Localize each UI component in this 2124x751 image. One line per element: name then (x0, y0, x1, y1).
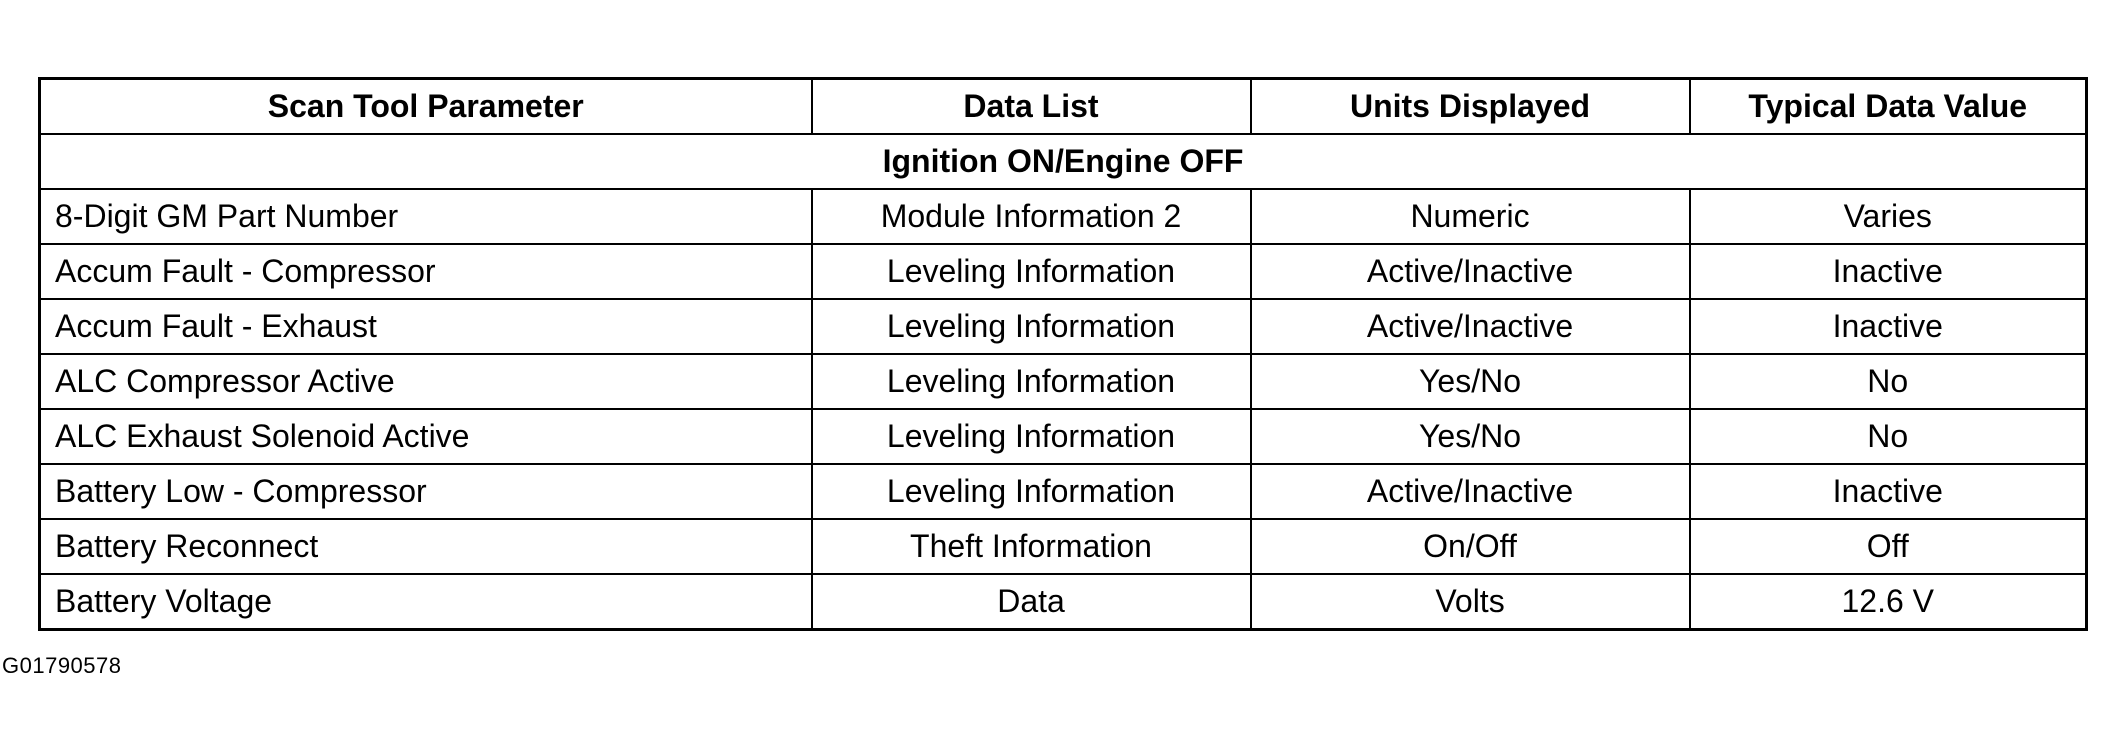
figure-id-label: G01790578 (2, 653, 122, 678)
typical-value-cell: Varies (1690, 189, 2087, 244)
units-cell: Yes/No (1251, 354, 1690, 409)
table-row (40, 244, 2087, 299)
table-header-row (40, 79, 2087, 135)
parameter-cell: Battery Low - Compressor (40, 464, 812, 519)
column-header-typical-data-value: Typical Data Value (1690, 79, 2087, 135)
column-header-units-displayed: Units Displayed (1251, 79, 1690, 135)
parameter-cell: Battery Voltage (40, 574, 812, 630)
data-list-cell: Leveling Information (812, 409, 1251, 464)
table-row (40, 409, 2087, 464)
units-cell: Active/Inactive (1251, 464, 1690, 519)
column-header-scan-tool-parameter: Scan Tool Parameter (40, 79, 812, 135)
table-row (40, 299, 2087, 354)
data-list-cell: Theft Information (812, 519, 1251, 574)
parameter-cell: Battery Reconnect (40, 519, 812, 574)
units-cell: Active/Inactive (1251, 299, 1690, 354)
units-cell: On/Off (1251, 519, 1690, 574)
units-cell: Volts (1251, 574, 1690, 630)
typical-value-cell: Inactive (1690, 244, 2087, 299)
scan-tool-data-table-container (38, 77, 2085, 631)
units-cell: Yes/No (1251, 409, 1690, 464)
table-row (40, 574, 2087, 630)
parameter-cell: Accum Fault - Exhaust (40, 299, 812, 354)
data-list-cell: Module Information 2 (812, 189, 1251, 244)
table-row (40, 519, 2087, 574)
typical-value-cell: Inactive (1690, 299, 2087, 354)
section-row (40, 134, 2087, 189)
data-list-cell: Data (812, 574, 1251, 630)
units-cell: Active/Inactive (1251, 244, 1690, 299)
data-list-cell: Leveling Information (812, 244, 1251, 299)
parameter-cell: ALC Compressor Active (40, 354, 812, 409)
section-label: Ignition ON/Engine OFF (40, 134, 2087, 189)
parameter-cell: ALC Exhaust Solenoid Active (40, 409, 812, 464)
scan-tool-data-table (38, 77, 2088, 631)
typical-value-cell: No (1690, 354, 2087, 409)
data-list-cell: Leveling Information (812, 354, 1251, 409)
parameter-cell: 8-Digit GM Part Number (40, 189, 812, 244)
data-list-cell: Leveling Information (812, 299, 1251, 354)
column-header-data-list: Data List (812, 79, 1251, 135)
table-row (40, 189, 2087, 244)
table-row (40, 464, 2087, 519)
table-row (40, 354, 2087, 409)
typical-value-cell: No (1690, 409, 2087, 464)
parameter-cell: Accum Fault - Compressor (40, 244, 812, 299)
data-list-cell: Leveling Information (812, 464, 1251, 519)
typical-value-cell: Inactive (1690, 464, 2087, 519)
units-cell: Numeric (1251, 189, 1690, 244)
typical-value-cell: Off (1690, 519, 2087, 574)
typical-value-cell: 12.6 V (1690, 574, 2087, 630)
